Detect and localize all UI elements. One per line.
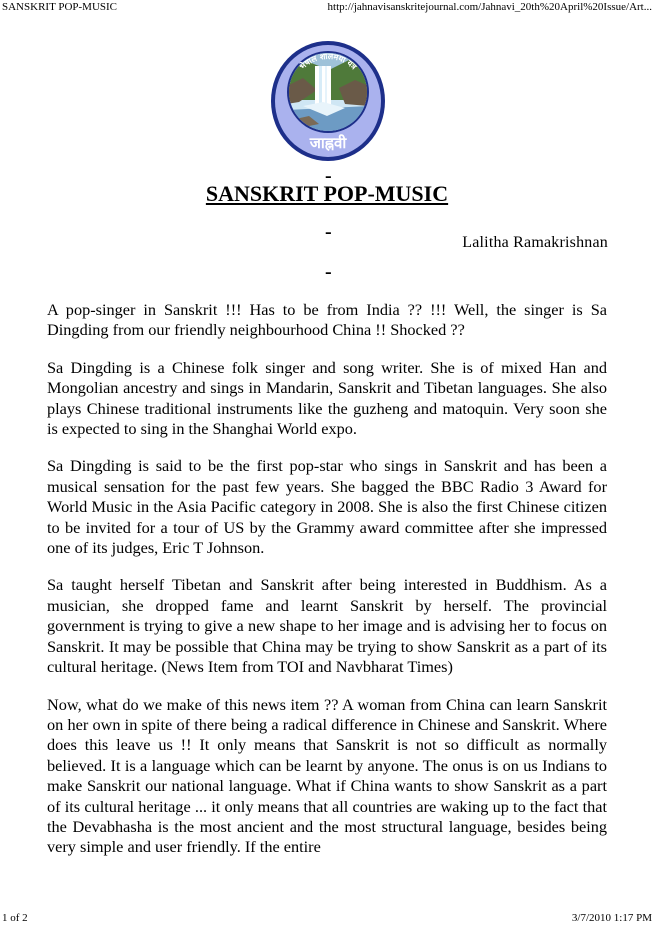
paragraph: Sa Dingding is said to be the first pop-star who sings in Sanskrit and has been a musical sensation for the past few years. She bagged the BBC Radio 3 Award for World Music in the Asia Pacific category in 2008. She is also the first Chinese citizen to be invited for a tour of US by the Grammy award committee after she impressed one of its judges, Eric T Johnson. [47,456,607,558]
separator-dash-middle: - [325,221,332,243]
print-footer-timestamp: 3/7/2010 1:17 PM [571,912,652,924]
logo-name: जाह्नवी [309,134,347,152]
article-author: Lalitha Ramakrishnan [462,234,608,251]
paragraph: Now, what do we make of this news item ?? A woman from China can learn Sanskrit on her own in spite of there being a radical difference in Chinese and Sanskrit. Where does this leave us !! It only means that Sanskrit is not so difficult as normally believed. It is a language which can be learnt by anyone. The onus is on us Indians to make Sanskrit our national language. What if China wants to show Sanskrit as a part of its cultural heritage ... it only means that all countries are waking up to the fact that the Devabhasha is the most ancient and the most structural language, besides being very simple and user friendly. If the entire [47,694,607,857]
paragraph: Sa taught herself Tibetan and Sanskrit after being interested in Buddhism. As a musician, she dropped fame and learnt Sanskrit by herself. The provincial government is trying to give a new shape to her image and is advising her to focus on Sanskrit. It may be possible that China may be trying to show Sanskrit as a part of its cultural heritage. (News Item from TOI and Navbharat Times) [47,575,607,677]
paragraph: Sa Dingding is a Chinese folk singer and song writer. She is of mixed Han and Mongolian ancestry and sings in Mandarin, Sanskrit and Tibetan languages. She also plays Chinese traditional instruments like the guzheng and matoquin. Very soon she is expected to sing in the Shanghai World expo. [47,357,607,439]
print-header-title: SANSKRIT POP-MUSIC [2,1,118,13]
separator-dash-top: - [325,165,332,187]
article-body [47,300,607,875]
logo-arc-text: भेषाल शालमया यत्र [297,51,359,72]
jahnavi-logo [269,40,387,162]
print-footer-page: 1 of 2 [2,912,28,924]
separator-dash-bottom: - [325,261,332,283]
article-title: SANSKRIT POP-MUSIC [205,181,449,206]
paragraph: A pop-singer in Sanskrit !!! Has to be from India ?? !!! Well, the singer is Sa Dingding from our friendly neighbourhood China !! Shocked ?? [47,300,607,340]
print-header-url: http://jahnavisanskritejournal.com/Jahnavi_20th%20April%20Issue/Art... [327,1,652,13]
